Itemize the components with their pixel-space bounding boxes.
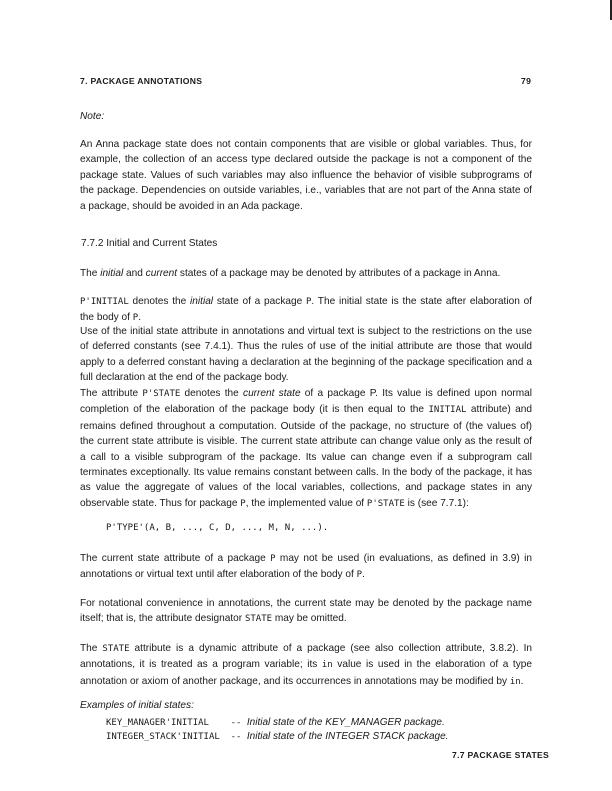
section-heading: 7.7.2 Initial and Current States — [81, 238, 218, 249]
paragraph-intro: The initial and current states of a package may be denoted by attributes of a package in Anna. — [80, 268, 501, 279]
examples-label: Examples of initial states: — [80, 700, 194, 711]
example-line: KEY_MANAGER'INITIAL -- Initial state of the KEY_MANAGER package. — [106, 717, 445, 728]
note-paragraph: An Anna package state does not contain components that are visible or global variables. Thus, for example, the collection of an access type declared outside the package is not a component of the package state. Values of such variables may also influence the behavior of visible subprograms of the package. Dependencies on outside variables, i.e., variables that are not part of the Anna state of a package, should be avoided in an Ada package. — [80, 139, 532, 212]
example-line: INTEGER_STACK'INITIAL -- Initial state of the INTEGER STACK package. — [106, 731, 449, 742]
paragraph-dynamic: The STATE attribute is a dynamic attribute of a package (see also collection attribute, 3.8.2). In annotations, it is treated as a program variable; its in value is used in the elaboration of a type annotation or axiom of another package, and its occurrences in annotations may be modified by in. — [80, 643, 532, 687]
note-label: Note: — [80, 111, 105, 122]
code-type-aggregate: P'TYPE'(A, B, ..., C, D, ..., M, N, ...). — [106, 523, 329, 533]
paragraph-initial: P'INITIAL denotes the initial state of a package P. The initial state is the state after elaboration of the body of P. — [80, 296, 532, 324]
paragraph-notational: For notational convenience in annotations, the current state may be denoted by the package name itself; that is, the attribute designator STATE may be omitted. — [80, 598, 532, 625]
paragraph-state: The attribute P'STATE denotes the current state of a package P. Its value is defined upon normal completion of the elaboration of the package body (it is then equal to the INITIAL attribute) and remains defined throughout a computation. Outside of the package, no structure of (the values of) the current state attribute is visible. The current state attribute can change value only as the result of a call to a visible subprogram of the package. Its value can change even if a subprogram call terminates exceptionally. Its value remains constant between calls. In the body of the package, it has as value the aggregate of values of the local variables, collections, and package states in any observable state. Thus for package P, the implemented value of P'STATE is (see 7.7.1): — [80, 388, 532, 509]
paragraph-use: Use of the initial state attribute in annotations and virtual text is subject to the restrictions on the use of deferred constants (see 7.4.1). Thus the rules of use of the initial attribute are those that would apply to a deferred constant having a declaration at the beginning of the package specification and a full declaration at the end of the package body. — [80, 326, 532, 384]
running-header: 7. PACKAGE ANNOTATIONS — [80, 76, 203, 86]
page-number: 79 — [521, 76, 532, 86]
running-footer: 7.7 PACKAGE STATES — [452, 750, 550, 760]
paragraph-current: The current state attribute of a package P may not be used (in evaluations, as defined in 3.9) in annotations or virtual text until after elaboration of the body of P. — [80, 553, 532, 581]
